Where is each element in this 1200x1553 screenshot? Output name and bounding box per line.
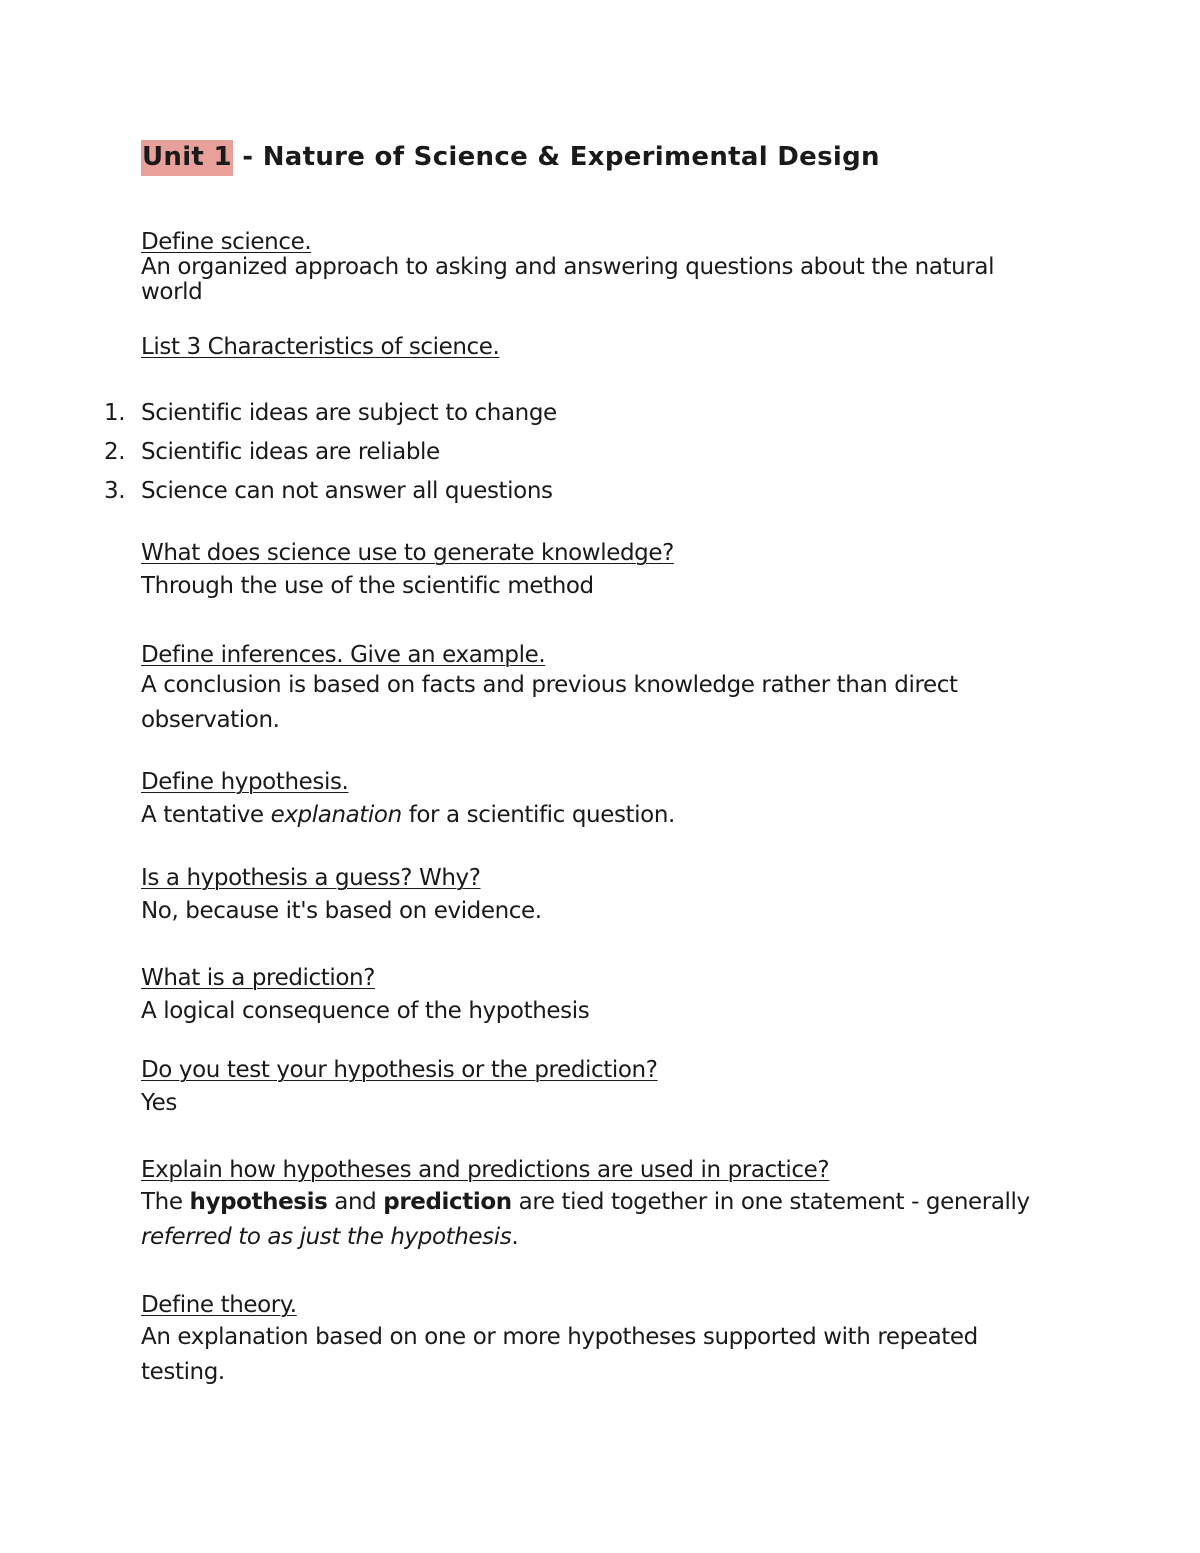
section-hypothesis-guess <box>141 866 542 924</box>
answer: A conclusion is based on facts and previous knowledge rather than direct observation. <box>141 672 958 733</box>
section-characteristics <box>141 335 499 360</box>
question: What does science use to generate knowledge? <box>141 540 674 566</box>
answer-text: A tentative <box>141 802 271 828</box>
question: What is a prediction? <box>141 965 376 991</box>
question: Define hypothesis. <box>141 769 349 795</box>
section-theory <box>141 1293 1031 1390</box>
list-number: 3. <box>104 478 126 504</box>
question: Define theory. <box>141 1292 297 1318</box>
answer-bold: hypothesis <box>189 1189 328 1215</box>
answer-emphasis: referred to as just the hypothesis <box>141 1224 512 1250</box>
section-practice <box>141 1158 1031 1255</box>
section-inferences <box>141 643 1011 738</box>
answer: A logical consequence of the hypothesis <box>141 998 590 1024</box>
answer-bold: prediction <box>383 1189 512 1215</box>
unit-label: Unit 1 <box>141 140 233 176</box>
question: Is a hypothesis a guess? Why? <box>141 865 481 891</box>
answer-emphasis: explanation <box>270 802 402 828</box>
list-number: 2. <box>104 439 126 465</box>
question: Define inferences. Give an example. <box>141 642 546 668</box>
list-number: 1. <box>104 400 126 426</box>
answer-text: and <box>327 1189 384 1215</box>
answer: Through the use of the scientific method <box>141 573 594 599</box>
section-test-hypothesis <box>141 1058 658 1116</box>
title-text: - Nature of Science & Experimental Design <box>232 142 880 172</box>
answer-text: are tied together in one statement - generally <box>511 1189 1030 1215</box>
question: Define science. <box>141 229 312 255</box>
list-text: Science can not answer all questions <box>141 478 553 504</box>
answer: No, because it's based on evidence. <box>141 898 542 924</box>
answer <box>141 1185 1031 1255</box>
answer-text: The <box>141 1189 190 1215</box>
answer: Yes <box>141 1090 177 1116</box>
answer-text: . <box>511 1224 519 1250</box>
question: Explain how hypotheses and predictions are used in practice? <box>141 1157 830 1183</box>
page-title <box>141 142 880 172</box>
section-hypothesis <box>141 770 675 828</box>
question: Do you test your hypothesis or the prediction? <box>141 1057 658 1083</box>
section-generate-knowledge <box>141 541 674 599</box>
answer: An organized approach to asking and answering questions about the natural world <box>141 254 995 305</box>
question: List 3 Characteristics of science. <box>141 334 500 360</box>
answer-text: for a scientific question. <box>401 802 675 828</box>
section-prediction <box>141 966 589 1024</box>
answer: An explanation based on one or more hypotheses supported with repeated testing. <box>141 1324 978 1385</box>
list-text: Scientific ideas are reliable <box>141 439 440 465</box>
list-text: Scientific ideas are subject to change <box>141 400 557 426</box>
section-define-science <box>141 230 1031 305</box>
answer <box>141 803 675 828</box>
